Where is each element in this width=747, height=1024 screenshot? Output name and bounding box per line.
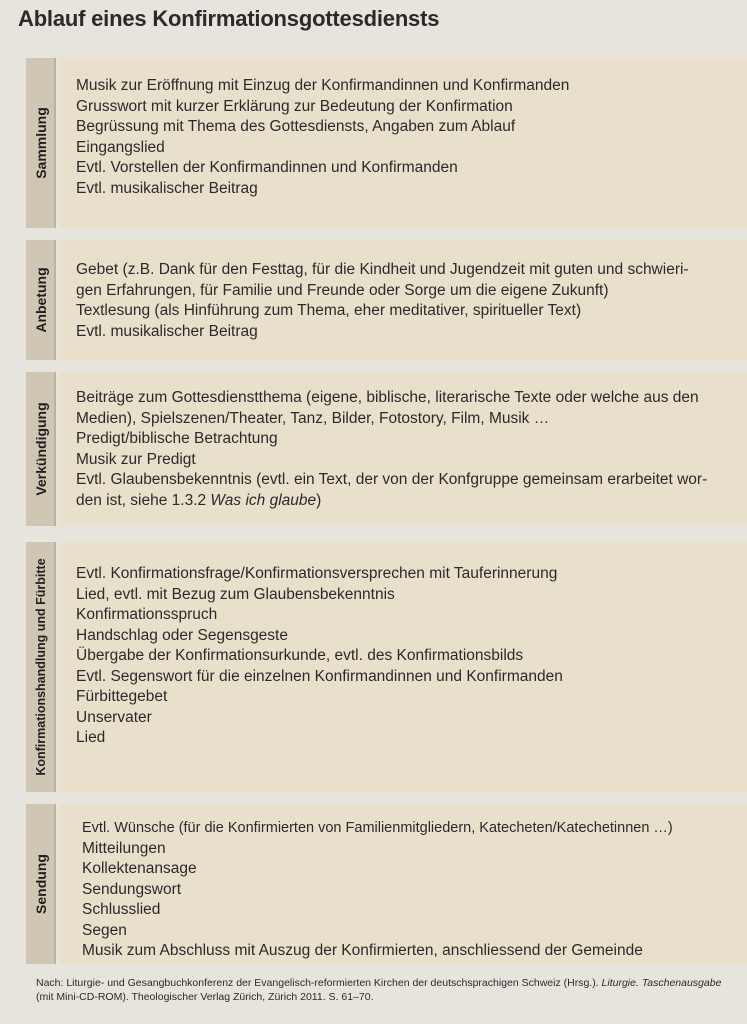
list-item: Segen <box>82 921 127 939</box>
section-content <box>60 542 747 792</box>
list-item: Evtl. Vorstellen der Konfirmandinnen und Konfirmanden <box>76 159 458 176</box>
list-item: Musik zum Abschluss mit Auszug der Konfirmierten, anschliessend der Gemeinde <box>82 942 643 959</box>
list-item: Musik zur Eröffnung mit Einzug der Konfirmandinnen und Konfirmanden <box>76 77 570 94</box>
list-item: Textlesung (als Hinführung zum Thema, eher meditativer, spiritueller Text) <box>76 302 582 319</box>
list-item: Evtl. Konfirmationsfrage/Konfirmationsversprechen mit Tauferinnerung <box>76 565 558 582</box>
section-content <box>60 804 747 964</box>
text-suffix: ) <box>316 491 322 509</box>
list-item: Evtl. musikalischer Beitrag <box>76 322 258 340</box>
list-item: Fürbittegebet <box>76 688 168 705</box>
list-item: Schlusslied <box>82 901 161 918</box>
source-footnote <box>36 976 726 1004</box>
list-item: Evtl. Segenswort für die einzelnen Konfirmandinnen und Konfirmanden <box>76 667 563 685</box>
section-label-col <box>26 240 56 360</box>
section-content <box>60 58 747 228</box>
section-anbetung <box>0 240 747 360</box>
list-item: Sendungswort <box>82 880 182 898</box>
list-item: Lied, evtl. mit Bezug zum Glaubensbekenntnis <box>76 585 395 603</box>
section-label: Verkündigung <box>33 402 49 496</box>
section-verkuendigung <box>0 372 747 526</box>
list-item: Mitteilungen <box>82 839 166 857</box>
footnote-italic: Liturgie. Taschenausgabe <box>601 977 722 989</box>
text-italic: Was ich glaube <box>210 491 317 509</box>
section-label-col <box>26 804 56 964</box>
section-label: Konfirmationshandlung und Fürbitte <box>34 558 48 776</box>
list-item: gen Erfahrungen, für Familie und Freunde oder Sorge um die eigene Zukunft) <box>76 281 609 299</box>
section-label-col <box>26 542 56 792</box>
list-item: Lied <box>76 729 106 746</box>
footnote-text-end: (mit Mini-CD-ROM). Theologischer Verlag Zürich, Zürich 2011. S. 61–70. <box>36 991 374 1003</box>
list-item: Musik zur Predigt <box>76 450 196 468</box>
section-label: Sammlung <box>33 107 49 179</box>
list-item: Grusswort mit kurzer Erklärung zur Bedeutung der Konfirmation <box>76 97 513 115</box>
page-title: Ablauf eines Konfirmationsgottesdiensts <box>18 6 440 31</box>
list-item: Gebet (z.B. Dank für den Festtag, für die Kindheit und Jugendzeit mit guten und schwieri- <box>76 261 689 278</box>
list-item: Unservater <box>76 708 152 726</box>
list-item: Evtl. Glaubensbekenntnis (evtl. ein Text, der von der Konfgruppe gemeinsam erarbeitet wor- <box>76 471 708 488</box>
section-label-col <box>26 58 56 228</box>
list-item: Medien), Spielszenen/Theater, Tanz, Bilder, Fotostory, Film, Musik … <box>76 409 550 427</box>
list-item: Predigt/biblische Betrachtung <box>76 430 278 447</box>
section-label: Sendung <box>33 854 49 914</box>
list-item: Evtl. Wünsche (für die Konfirmierten von Familienmitgliedern, Katecheten/Katechetinnen …) <box>82 820 673 836</box>
list-item: Eingangslied <box>76 138 165 156</box>
list-item: Handschlag oder Segensgeste <box>76 626 288 644</box>
list-item: Übergabe der Konfirmationsurkunde, evtl. des Konfirmationsbilds <box>76 647 524 664</box>
text-prefix: den ist, siehe 1.3.2 <box>76 491 211 509</box>
section-content <box>60 372 747 526</box>
section-content <box>60 240 747 360</box>
list-item-continuation <box>76 491 747 512</box>
list-item: Konfirmationsspruch <box>76 606 218 623</box>
section-sendung <box>0 804 747 964</box>
list-item: Kollektenansage <box>82 860 197 877</box>
list-item: Beiträge zum Gottesdienstthema (eigene, biblische, literarische Texte oder welche aus den <box>76 389 699 406</box>
section-konfirmationshandlung <box>0 542 747 792</box>
section-sammlung <box>0 58 747 228</box>
section-label-col <box>26 372 56 526</box>
list-item: Evtl. musikalischer Beitrag <box>76 179 258 197</box>
footnote-text: Nach: Liturgie- und Gesangbuchkonferenz der Evangelisch-reformierten Kirchen der deutschsprachigen Schweiz (Hrsg.). <box>36 977 602 989</box>
list-item: Begrüssung mit Thema des Gottesdiensts, Angaben zum Ablauf <box>76 118 516 135</box>
section-label: Anbetung <box>33 267 49 333</box>
